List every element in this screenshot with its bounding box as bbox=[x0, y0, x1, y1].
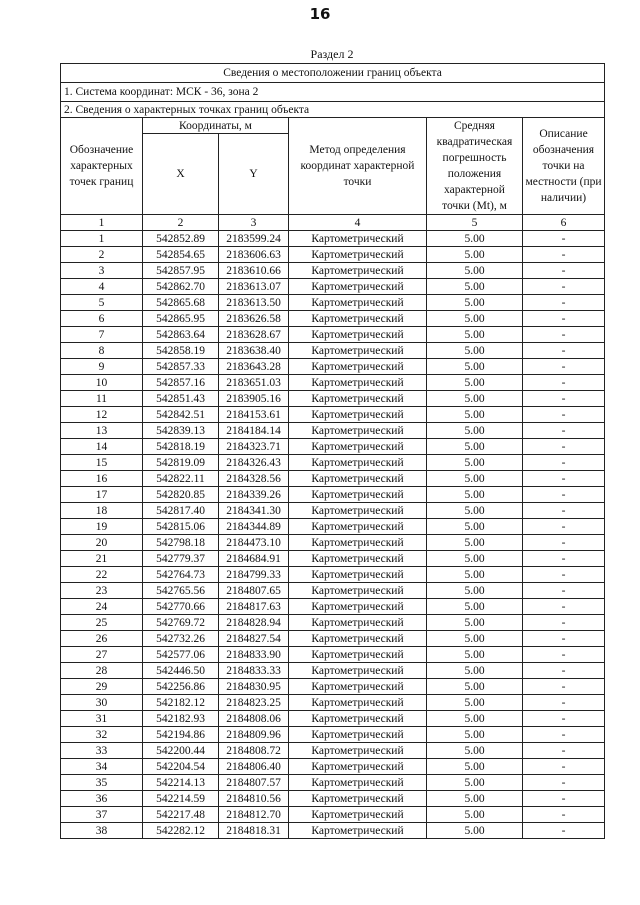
table-row bbox=[61, 471, 605, 487]
column-number: 1 bbox=[61, 215, 143, 231]
error-cell: 5.00 bbox=[427, 727, 523, 743]
point-number-cell: 14 bbox=[61, 439, 143, 455]
point-number-cell: 11 bbox=[61, 391, 143, 407]
x-coordinate-cell: 542204.54 bbox=[143, 759, 219, 775]
error-cell: 5.00 bbox=[427, 583, 523, 599]
coordinate-system: 1. Система координат: МСК - 36, зона 2 bbox=[61, 83, 605, 102]
description-cell: - bbox=[523, 663, 605, 679]
table-row bbox=[61, 327, 605, 343]
x-coordinate-cell: 542842.51 bbox=[143, 407, 219, 423]
header-x: X bbox=[143, 134, 219, 215]
y-coordinate-cell: 2184833.33 bbox=[219, 663, 289, 679]
table-row bbox=[61, 663, 605, 679]
error-cell: 5.00 bbox=[427, 503, 523, 519]
point-number-cell: 12 bbox=[61, 407, 143, 423]
error-cell: 5.00 bbox=[427, 647, 523, 663]
table-row bbox=[61, 711, 605, 727]
description-cell: - bbox=[523, 823, 605, 839]
y-coordinate-cell: 2184344.89 bbox=[219, 519, 289, 535]
method-cell: Картометрический bbox=[289, 439, 427, 455]
error-cell: 5.00 bbox=[427, 807, 523, 823]
x-coordinate-cell: 542764.73 bbox=[143, 567, 219, 583]
description-cell: - bbox=[523, 727, 605, 743]
error-cell: 5.00 bbox=[427, 615, 523, 631]
table-row bbox=[61, 823, 605, 839]
table-title: Сведения о местоположении границ объекта bbox=[61, 64, 605, 83]
table-row bbox=[61, 599, 605, 615]
y-coordinate-cell: 2183643.28 bbox=[219, 359, 289, 375]
table-row bbox=[61, 695, 605, 711]
x-coordinate-cell: 542857.16 bbox=[143, 375, 219, 391]
point-number-cell: 27 bbox=[61, 647, 143, 663]
y-coordinate-cell: 2184828.94 bbox=[219, 615, 289, 631]
method-cell: Картометрический bbox=[289, 455, 427, 471]
table-row bbox=[61, 279, 605, 295]
table-row bbox=[61, 455, 605, 471]
error-cell: 5.00 bbox=[427, 759, 523, 775]
x-coordinate-cell: 542863.64 bbox=[143, 327, 219, 343]
header-coords: Координаты, м bbox=[143, 118, 289, 134]
table-row bbox=[61, 759, 605, 775]
table-row bbox=[61, 583, 605, 599]
point-number-cell: 6 bbox=[61, 311, 143, 327]
method-cell: Картометрический bbox=[289, 679, 427, 695]
description-cell: - bbox=[523, 583, 605, 599]
point-number-cell: 26 bbox=[61, 631, 143, 647]
table-row bbox=[61, 551, 605, 567]
method-cell: Картометрический bbox=[289, 343, 427, 359]
description-cell: - bbox=[523, 535, 605, 551]
x-coordinate-cell: 542857.33 bbox=[143, 359, 219, 375]
y-coordinate-cell: 2184827.54 bbox=[219, 631, 289, 647]
error-cell: 5.00 bbox=[427, 247, 523, 263]
error-cell: 5.00 bbox=[427, 663, 523, 679]
error-cell: 5.00 bbox=[427, 375, 523, 391]
description-cell: - bbox=[523, 375, 605, 391]
error-cell: 5.00 bbox=[427, 295, 523, 311]
column-number: 5 bbox=[427, 215, 523, 231]
error-cell: 5.00 bbox=[427, 695, 523, 711]
point-number-cell: 15 bbox=[61, 455, 143, 471]
table-row bbox=[61, 359, 605, 375]
table-row bbox=[61, 375, 605, 391]
x-coordinate-cell: 542769.72 bbox=[143, 615, 219, 631]
method-cell: Картометрический bbox=[289, 327, 427, 343]
y-coordinate-cell: 2184812.70 bbox=[219, 807, 289, 823]
method-cell: Картометрический bbox=[289, 807, 427, 823]
table-row bbox=[61, 503, 605, 519]
method-cell: Картометрический bbox=[289, 647, 427, 663]
x-coordinate-cell: 542858.19 bbox=[143, 343, 219, 359]
error-cell: 5.00 bbox=[427, 311, 523, 327]
y-coordinate-cell: 2184823.25 bbox=[219, 695, 289, 711]
x-coordinate-cell: 542256.86 bbox=[143, 679, 219, 695]
error-cell: 5.00 bbox=[427, 791, 523, 807]
point-number-cell: 31 bbox=[61, 711, 143, 727]
point-number-cell: 5 bbox=[61, 295, 143, 311]
point-number-cell: 18 bbox=[61, 503, 143, 519]
y-coordinate-cell: 2184810.56 bbox=[219, 791, 289, 807]
point-number-cell: 23 bbox=[61, 583, 143, 599]
page-number: 16 bbox=[309, 5, 331, 23]
x-coordinate-cell: 542839.13 bbox=[143, 423, 219, 439]
method-cell: Картометрический bbox=[289, 503, 427, 519]
method-cell: Картометрический bbox=[289, 375, 427, 391]
x-coordinate-cell: 542857.95 bbox=[143, 263, 219, 279]
x-coordinate-cell: 542446.50 bbox=[143, 663, 219, 679]
method-cell: Картометрический bbox=[289, 663, 427, 679]
point-number-cell: 16 bbox=[61, 471, 143, 487]
description-cell: - bbox=[523, 231, 605, 247]
error-cell: 5.00 bbox=[427, 519, 523, 535]
method-cell: Картометрический bbox=[289, 743, 427, 759]
error-cell: 5.00 bbox=[427, 599, 523, 615]
y-coordinate-cell: 2183626.58 bbox=[219, 311, 289, 327]
x-coordinate-cell: 542182.12 bbox=[143, 695, 219, 711]
header-method: Метод определения координат характерной точки bbox=[289, 118, 427, 215]
point-number-cell: 4 bbox=[61, 279, 143, 295]
table-row bbox=[61, 679, 605, 695]
y-coordinate-cell: 2183638.40 bbox=[219, 343, 289, 359]
x-coordinate-cell: 542817.40 bbox=[143, 503, 219, 519]
table-row bbox=[61, 727, 605, 743]
method-cell: Картометрический bbox=[289, 247, 427, 263]
x-coordinate-cell: 542214.13 bbox=[143, 775, 219, 791]
description-cell: - bbox=[523, 423, 605, 439]
section-title: Раздел 2 bbox=[310, 47, 354, 61]
y-coordinate-cell: 2183606.63 bbox=[219, 247, 289, 263]
y-coordinate-cell: 2183613.07 bbox=[219, 279, 289, 295]
column-number: 2 bbox=[143, 215, 219, 231]
point-number-cell: 8 bbox=[61, 343, 143, 359]
description-cell: - bbox=[523, 503, 605, 519]
point-number-cell: 33 bbox=[61, 743, 143, 759]
method-cell: Картометрический bbox=[289, 599, 427, 615]
error-cell: 5.00 bbox=[427, 423, 523, 439]
description-cell: - bbox=[523, 791, 605, 807]
point-number-cell: 24 bbox=[61, 599, 143, 615]
point-number-cell: 3 bbox=[61, 263, 143, 279]
description-cell: - bbox=[523, 439, 605, 455]
table-row bbox=[61, 343, 605, 359]
table-row bbox=[61, 263, 605, 279]
point-number-cell: 13 bbox=[61, 423, 143, 439]
error-cell: 5.00 bbox=[427, 439, 523, 455]
description-cell: - bbox=[523, 471, 605, 487]
y-coordinate-cell: 2183610.66 bbox=[219, 263, 289, 279]
x-coordinate-cell: 542217.48 bbox=[143, 807, 219, 823]
description-cell: - bbox=[523, 551, 605, 567]
method-cell: Картометрический bbox=[289, 631, 427, 647]
description-cell: - bbox=[523, 295, 605, 311]
point-number-cell: 9 bbox=[61, 359, 143, 375]
method-cell: Картометрический bbox=[289, 423, 427, 439]
point-number-cell: 7 bbox=[61, 327, 143, 343]
description-cell: - bbox=[523, 279, 605, 295]
description-cell: - bbox=[523, 679, 605, 695]
point-number-cell: 35 bbox=[61, 775, 143, 791]
error-cell: 5.00 bbox=[427, 567, 523, 583]
x-coordinate-cell: 542732.26 bbox=[143, 631, 219, 647]
table-row bbox=[61, 391, 605, 407]
header-y: Y bbox=[219, 134, 289, 215]
point-number-cell: 22 bbox=[61, 567, 143, 583]
table-row bbox=[61, 807, 605, 823]
point-number-cell: 38 bbox=[61, 823, 143, 839]
column-number: 4 bbox=[289, 215, 427, 231]
header-description: Описание обозначения точки на местности (при наличии) bbox=[523, 118, 605, 215]
error-cell: 5.00 bbox=[427, 823, 523, 839]
point-number-cell: 28 bbox=[61, 663, 143, 679]
error-cell: 5.00 bbox=[427, 407, 523, 423]
table-row bbox=[61, 487, 605, 503]
error-cell: 5.00 bbox=[427, 391, 523, 407]
error-cell: 5.00 bbox=[427, 359, 523, 375]
method-cell: Картометрический bbox=[289, 535, 427, 551]
error-cell: 5.00 bbox=[427, 775, 523, 791]
method-cell: Картометрический bbox=[289, 759, 427, 775]
description-cell: - bbox=[523, 311, 605, 327]
description-cell: - bbox=[523, 407, 605, 423]
point-number-cell: 2 bbox=[61, 247, 143, 263]
y-coordinate-cell: 2184184.14 bbox=[219, 423, 289, 439]
x-coordinate-cell: 542820.85 bbox=[143, 487, 219, 503]
table-row bbox=[61, 423, 605, 439]
method-cell: Картометрический bbox=[289, 519, 427, 535]
error-cell: 5.00 bbox=[427, 711, 523, 727]
y-coordinate-cell: 2184473.10 bbox=[219, 535, 289, 551]
x-coordinate-cell: 542818.19 bbox=[143, 439, 219, 455]
method-cell: Картометрический bbox=[289, 359, 427, 375]
point-number-cell: 30 bbox=[61, 695, 143, 711]
error-cell: 5.00 bbox=[427, 535, 523, 551]
x-coordinate-cell: 542819.09 bbox=[143, 455, 219, 471]
y-coordinate-cell: 2184808.06 bbox=[219, 711, 289, 727]
table-row bbox=[61, 615, 605, 631]
error-cell: 5.00 bbox=[427, 743, 523, 759]
description-cell: - bbox=[523, 391, 605, 407]
description-cell: - bbox=[523, 359, 605, 375]
y-coordinate-cell: 2184684.91 bbox=[219, 551, 289, 567]
table-row bbox=[61, 247, 605, 263]
error-cell: 5.00 bbox=[427, 679, 523, 695]
x-coordinate-cell: 542200.44 bbox=[143, 743, 219, 759]
method-cell: Картометрический bbox=[289, 583, 427, 599]
y-coordinate-cell: 2183651.03 bbox=[219, 375, 289, 391]
method-cell: Картометрический bbox=[289, 695, 427, 711]
point-number-cell: 20 bbox=[61, 535, 143, 551]
method-cell: Картометрический bbox=[289, 727, 427, 743]
y-coordinate-cell: 2184817.63 bbox=[219, 599, 289, 615]
x-coordinate-cell: 542865.95 bbox=[143, 311, 219, 327]
error-cell: 5.00 bbox=[427, 279, 523, 295]
point-number-cell: 36 bbox=[61, 791, 143, 807]
description-cell: - bbox=[523, 247, 605, 263]
method-cell: Картометрический bbox=[289, 791, 427, 807]
description-cell: - bbox=[523, 695, 605, 711]
y-coordinate-cell: 2184328.56 bbox=[219, 471, 289, 487]
y-coordinate-cell: 2184807.57 bbox=[219, 775, 289, 791]
error-cell: 5.00 bbox=[427, 327, 523, 343]
description-cell: - bbox=[523, 343, 605, 359]
y-coordinate-cell: 2184341.30 bbox=[219, 503, 289, 519]
method-cell: Картометрический bbox=[289, 311, 427, 327]
y-coordinate-cell: 2184830.95 bbox=[219, 679, 289, 695]
method-cell: Картометрический bbox=[289, 775, 427, 791]
x-coordinate-cell: 542779.37 bbox=[143, 551, 219, 567]
point-number-cell: 32 bbox=[61, 727, 143, 743]
x-coordinate-cell: 542865.68 bbox=[143, 295, 219, 311]
description-cell: - bbox=[523, 759, 605, 775]
x-coordinate-cell: 542194.86 bbox=[143, 727, 219, 743]
x-coordinate-cell: 542798.18 bbox=[143, 535, 219, 551]
x-coordinate-cell: 542214.59 bbox=[143, 791, 219, 807]
y-coordinate-cell: 2183628.67 bbox=[219, 327, 289, 343]
point-number-cell: 1 bbox=[61, 231, 143, 247]
error-cell: 5.00 bbox=[427, 487, 523, 503]
method-cell: Картометрический bbox=[289, 279, 427, 295]
y-coordinate-cell: 2184806.40 bbox=[219, 759, 289, 775]
y-coordinate-cell: 2183599.24 bbox=[219, 231, 289, 247]
table-row bbox=[61, 295, 605, 311]
error-cell: 5.00 bbox=[427, 455, 523, 471]
method-cell: Картометрический bbox=[289, 407, 427, 423]
method-cell: Картометрический bbox=[289, 295, 427, 311]
y-coordinate-cell: 2184799.33 bbox=[219, 567, 289, 583]
table-row bbox=[61, 439, 605, 455]
table-row bbox=[61, 311, 605, 327]
description-cell: - bbox=[523, 615, 605, 631]
point-number-cell: 29 bbox=[61, 679, 143, 695]
y-coordinate-cell: 2184153.61 bbox=[219, 407, 289, 423]
point-number-cell: 19 bbox=[61, 519, 143, 535]
y-coordinate-cell: 2184808.72 bbox=[219, 743, 289, 759]
x-coordinate-cell: 542822.11 bbox=[143, 471, 219, 487]
point-number-cell: 10 bbox=[61, 375, 143, 391]
y-coordinate-cell: 2184809.96 bbox=[219, 727, 289, 743]
description-cell: - bbox=[523, 487, 605, 503]
description-cell: - bbox=[523, 567, 605, 583]
point-number-cell: 34 bbox=[61, 759, 143, 775]
description-cell: - bbox=[523, 647, 605, 663]
x-coordinate-cell: 542852.89 bbox=[143, 231, 219, 247]
column-number: 3 bbox=[219, 215, 289, 231]
error-cell: 5.00 bbox=[427, 343, 523, 359]
method-cell: Картометрический bbox=[289, 391, 427, 407]
description-cell: - bbox=[523, 631, 605, 647]
method-cell: Картометрический bbox=[289, 487, 427, 503]
point-number-cell: 25 bbox=[61, 615, 143, 631]
y-coordinate-cell: 2183613.50 bbox=[219, 295, 289, 311]
table-row bbox=[61, 519, 605, 535]
y-coordinate-cell: 2184833.90 bbox=[219, 647, 289, 663]
method-cell: Картометрический bbox=[289, 551, 427, 567]
table-row bbox=[61, 775, 605, 791]
description-cell: - bbox=[523, 807, 605, 823]
method-cell: Картометрический bbox=[289, 471, 427, 487]
method-cell: Картометрический bbox=[289, 823, 427, 839]
header-error: Средняя квадратическая погрешность положения характерной точки (Mt), м bbox=[427, 118, 523, 215]
y-coordinate-cell: 2184807.65 bbox=[219, 583, 289, 599]
description-cell: - bbox=[523, 263, 605, 279]
error-cell: 5.00 bbox=[427, 631, 523, 647]
x-coordinate-cell: 542182.93 bbox=[143, 711, 219, 727]
point-number-cell: 37 bbox=[61, 807, 143, 823]
x-coordinate-cell: 542851.43 bbox=[143, 391, 219, 407]
description-cell: - bbox=[523, 327, 605, 343]
column-numbers-row bbox=[61, 215, 605, 231]
point-number-cell: 17 bbox=[61, 487, 143, 503]
description-cell: - bbox=[523, 599, 605, 615]
table-row bbox=[61, 407, 605, 423]
table-row bbox=[61, 567, 605, 583]
boundary-points-table bbox=[60, 63, 605, 839]
method-cell: Картометрический bbox=[289, 263, 427, 279]
method-cell: Картометрический bbox=[289, 567, 427, 583]
table-row bbox=[61, 231, 605, 247]
error-cell: 5.00 bbox=[427, 471, 523, 487]
description-cell: - bbox=[523, 775, 605, 791]
x-coordinate-cell: 542577.06 bbox=[143, 647, 219, 663]
y-coordinate-cell: 2184323.71 bbox=[219, 439, 289, 455]
method-cell: Картометрический bbox=[289, 615, 427, 631]
points-caption: 2. Сведения о характерных точках границ объекта bbox=[61, 102, 605, 118]
description-cell: - bbox=[523, 743, 605, 759]
y-coordinate-cell: 2184326.43 bbox=[219, 455, 289, 471]
error-cell: 5.00 bbox=[427, 263, 523, 279]
table-row bbox=[61, 631, 605, 647]
description-cell: - bbox=[523, 519, 605, 535]
description-cell: - bbox=[523, 711, 605, 727]
table-row bbox=[61, 791, 605, 807]
table-row bbox=[61, 743, 605, 759]
column-number: 6 bbox=[523, 215, 605, 231]
x-coordinate-cell: 542862.70 bbox=[143, 279, 219, 295]
x-coordinate-cell: 542854.65 bbox=[143, 247, 219, 263]
x-coordinate-cell: 542815.06 bbox=[143, 519, 219, 535]
x-coordinate-cell: 542282.12 bbox=[143, 823, 219, 839]
x-coordinate-cell: 542770.66 bbox=[143, 599, 219, 615]
error-cell: 5.00 bbox=[427, 551, 523, 567]
table-row bbox=[61, 647, 605, 663]
header-point: Обозначение характерных точек границ bbox=[61, 118, 143, 215]
description-cell: - bbox=[523, 455, 605, 471]
y-coordinate-cell: 2183905.16 bbox=[219, 391, 289, 407]
method-cell: Картометрический bbox=[289, 711, 427, 727]
point-number-cell: 21 bbox=[61, 551, 143, 567]
y-coordinate-cell: 2184818.31 bbox=[219, 823, 289, 839]
table-row bbox=[61, 535, 605, 551]
x-coordinate-cell: 542765.56 bbox=[143, 583, 219, 599]
error-cell: 5.00 bbox=[427, 231, 523, 247]
y-coordinate-cell: 2184339.26 bbox=[219, 487, 289, 503]
method-cell: Картометрический bbox=[289, 231, 427, 247]
